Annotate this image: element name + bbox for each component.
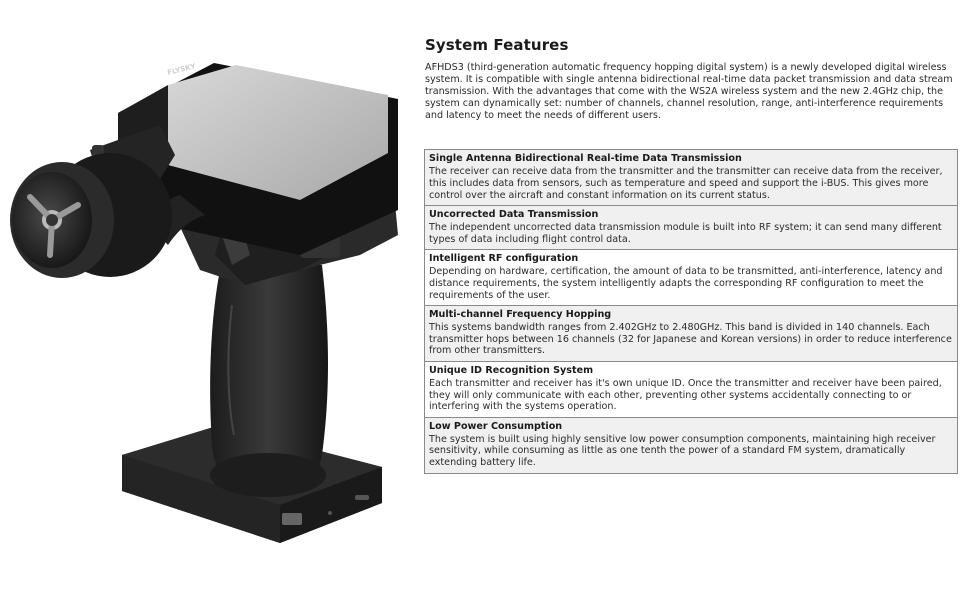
charge-port <box>355 495 369 500</box>
feature-item <box>425 362 957 418</box>
transmitter-product-image <box>0 55 410 550</box>
page-title: System Features <box>425 36 569 54</box>
feature-title: Uncorrected Data Transmission <box>429 209 599 221</box>
feature-description: The independent uncorrected data transmission module is built into RF system; it can send many different types of data including flight control data. <box>429 222 942 245</box>
feature-title: Unique ID Recognition System <box>429 365 594 376</box>
system-features-section <box>424 36 958 474</box>
brand-logo: FLYSKY <box>166 62 197 77</box>
feature-description: Depending on hardware, certification, the amount of data to be transmitted, anti-interference, latency and distance requirements, the system intelligently adapts the corresponding RF configuration to meet the requirements of the user. <box>429 266 943 301</box>
feature-description: The system is built using highly sensitive low power consumption components, maintaining high receiver sensitivity, while consuming as little as one tenth the power of a standard FM system, dramatically extending battery life. <box>429 433 936 468</box>
intro-paragraph: AFHDS3 (third-generation automatic frequency hopping digital system) is a newly developed digital wireless system. It is compatible with single antenna bidirectional real-time data packet transmission and data stream transmission. With the advantages that come with the WS2A wireless system and the new 2.4GHz chip, the system can dynamically set: number of channels, channel resolution, range, anti-interference requirements and latency to meet the needs of different users. <box>425 62 953 122</box>
feature-title: Low Power Consumption <box>429 420 563 432</box>
feature-item <box>425 150 957 206</box>
pistol-grip <box>210 260 328 497</box>
feature-item <box>425 206 957 250</box>
feature-item <box>425 250 957 306</box>
steering-wheel <box>10 153 172 278</box>
feature-description: This systems bandwidth ranges from 2.402GHz to 2.480GHz. This band is divided in 140 channels. Each transmitter hops between 16 channels (32 for Japanese and Korean versions) in order to reduce interference from other transmitters. <box>429 322 952 357</box>
feature-item <box>425 418 957 474</box>
feature-item <box>425 306 957 362</box>
usb-port <box>282 513 302 525</box>
feature-title: Single Antenna Bidirectional Real-time Data Transmission <box>429 153 742 165</box>
feature-description: Each transmitter and receiver has it's own unique ID. Once the transmitter and receiver have been paired, they will only communicate with each other, preventing other systems accidentally connecting to or interfering with the systems operation. <box>429 378 942 413</box>
feature-list <box>424 149 958 473</box>
feature-title: Intelligent RF configuration <box>429 253 579 265</box>
feature-title: Multi-channel Frequency Hopping <box>429 309 612 321</box>
feature-description: The receiver can receive data from the transmitter and the transmitter can receive data from the receiver, this includes data from sensors, such as temperature and speed and support the i-BUS. This gives more control over the aircraft and constant information on its current status. <box>429 166 943 201</box>
